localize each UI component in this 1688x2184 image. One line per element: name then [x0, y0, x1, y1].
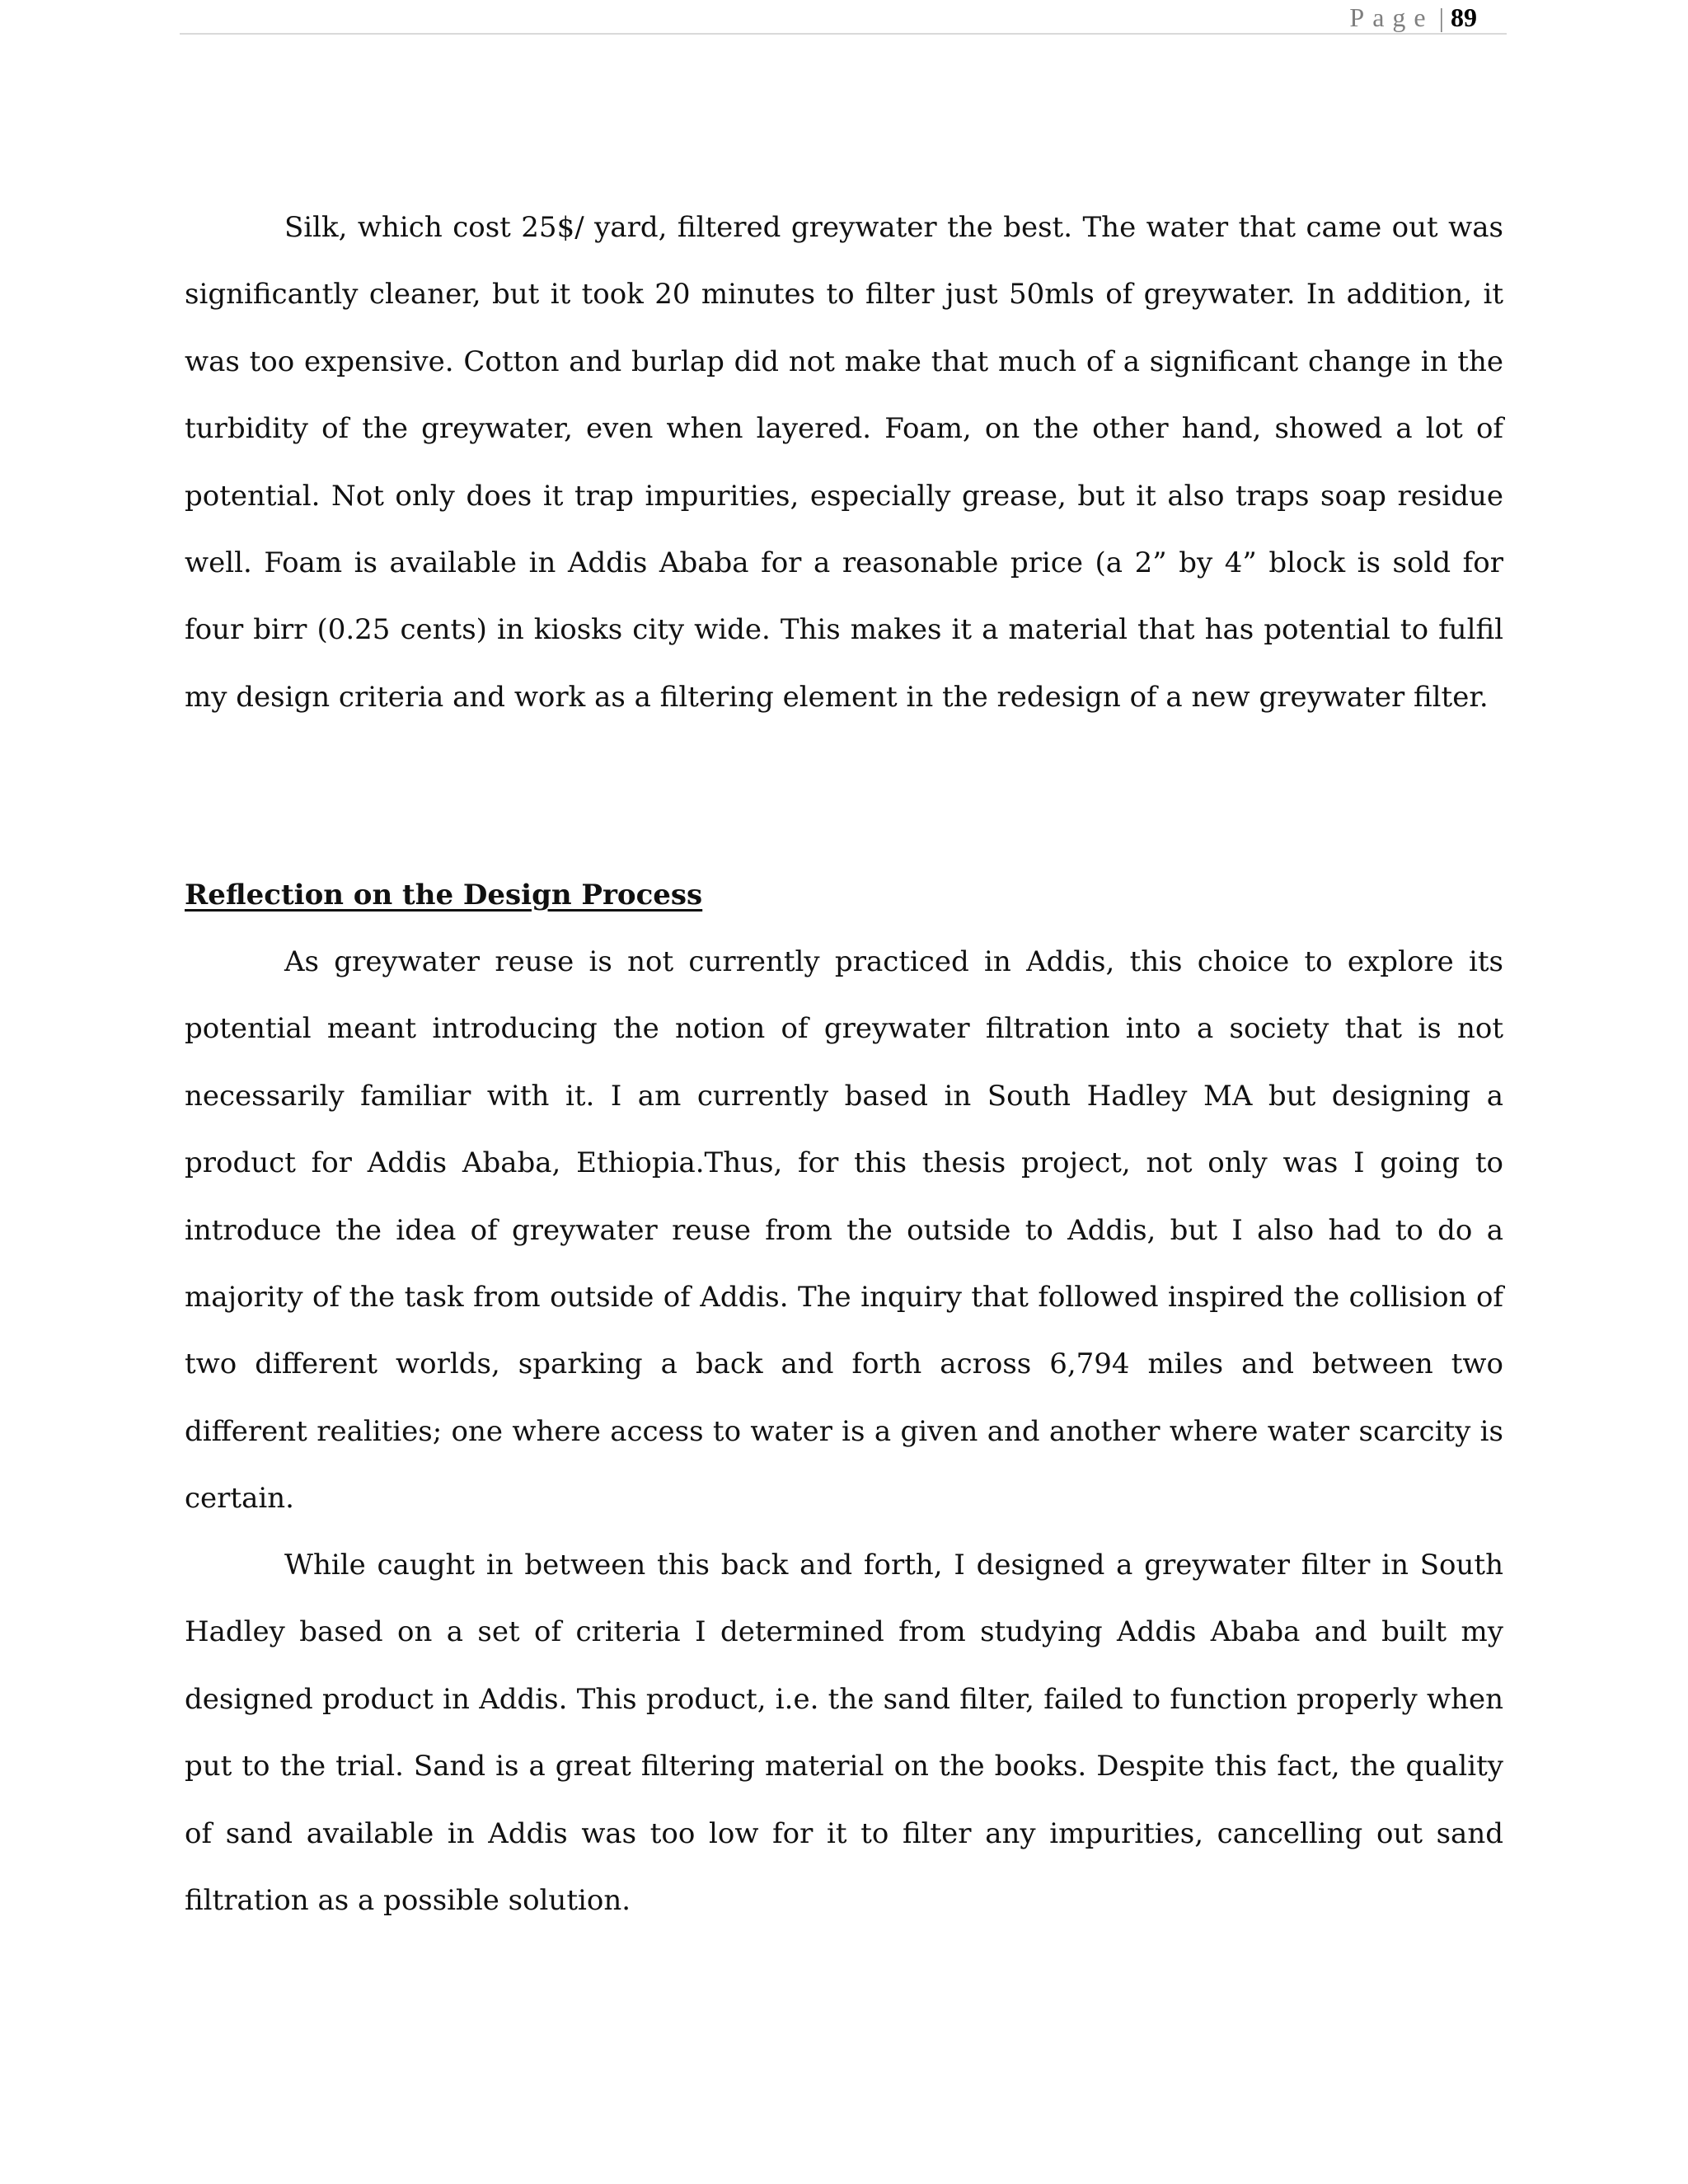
section-heading-reflection: Reflection on the Design Process — [185, 879, 703, 912]
page-word: Page — [1349, 2, 1434, 32]
page-number-label — [1349, 0, 1477, 35]
page-number: 89 — [1451, 2, 1477, 32]
paragraph-sand-filter-outcome: While caught in between this back and forth, I designed a greywater filter in South Hadley based on a set of criteria I determined from studying Addis Ababa and built my designed product in Addis. This product, i.e. the sand filter, failed to function properly when put to the trial. Sand is a great filtering material on the books. Despite this fact, the quality of sand available in Addis was too low for it to filter any impurities, cancelling out sand filtration as a possible solution. — [185, 1549, 1503, 1918]
paragraph-greywater-reuse-context: As greywater reuse is not currently practiced in Addis, this choice to explore its potential meant introducing the notion of greywater filtration into a society that is not necessarily familiar with it. I am currently based in South Hadley MA but designing a product for Addis Ababa, Ethiopia.Thus, for this thesis project, not only was I going to introduce the idea of greywater reuse from the outside to Addis, but I also had to do a majority of the task from outside of Addis. The inquiry that followed inspired the collision of two different worlds, sparking a back and forth across 6,794 miles and between two different realities; one where access to water is a given and another where water scarcity is certain. — [185, 945, 1503, 1516]
page-header — [180, 0, 1507, 35]
paragraph-materials-comparison: Silk, which cost 25$/ yard, filtered greywater the best. The water that came out was significantly cleaner, but it took 20 minutes to filter just 50mls of greywater. In addition, it was too expensive. Cotton and burlap did not make that much of a significant change in the turbidity of the greywater, even when layered. Foam, on the other hand, showed a lot of potential. Not only does it trap impurities, especially grease, but it also traps soap residue well. Foam is available in Addis Ababa for a reasonable price (a 2” by 4” block is sold for four birr (0.25 cents) in kiosks city wide. This makes it a material that has potential to fulfil my design criteria and work as a filtering element in the redesign of a new greywater filter. — [185, 211, 1503, 714]
page-separator: | — [1438, 2, 1444, 32]
